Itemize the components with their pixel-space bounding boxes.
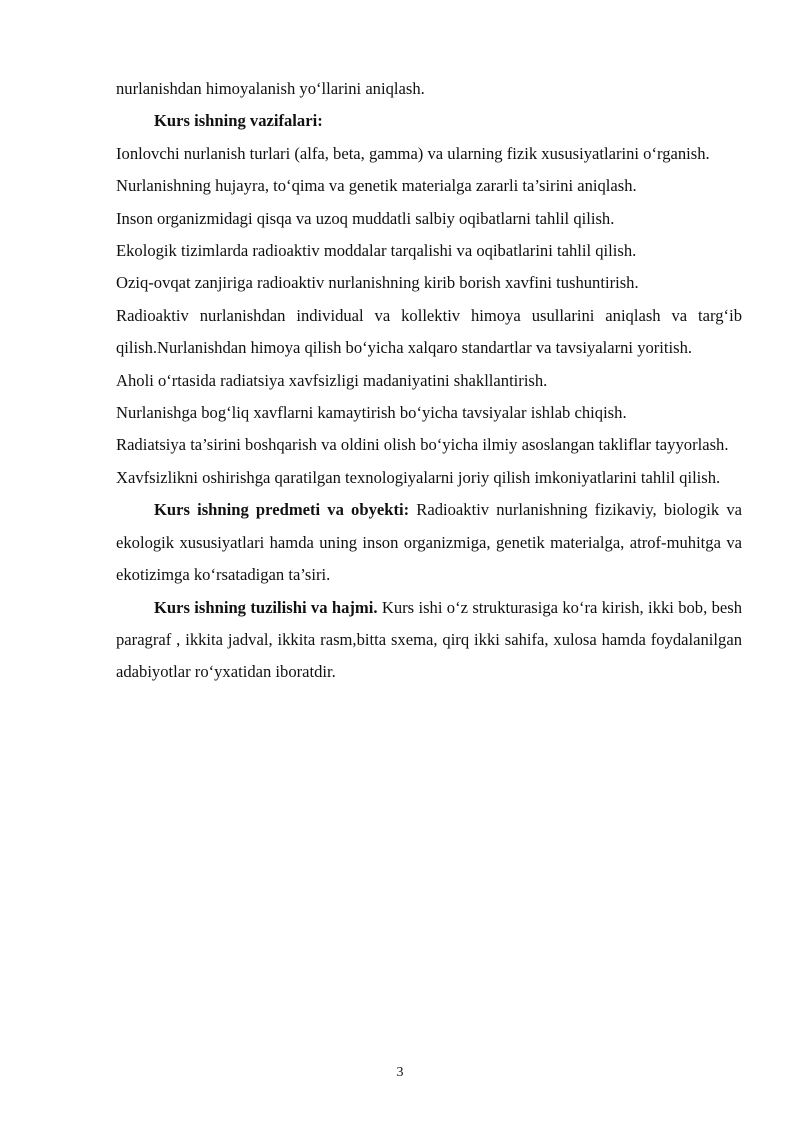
subject-heading: Kurs ishning predmeti va obyekti: <box>154 500 410 520</box>
task-item: Oziq-ovqat zanjiriga radioaktiv nurlanishning kirib borish xavfini tushuntirish. <box>116 273 639 293</box>
structure-paragraph <box>116 592 742 689</box>
page-number: 3 <box>396 1065 404 1080</box>
task-item: Nurlanishning hujayra, to‘qima va genetik materialga zararli ta’sirini aniqlash. <box>116 176 637 196</box>
task-item: Radiatsiya ta’sirini boshqarish va oldini olish bo‘yicha ilmiy asoslangan takliflar tayyorlash. <box>116 435 729 455</box>
task-item: Ekologik tizimlarda radioaktiv moddalar tarqalishi va oqibatlarini tahlil qilish. <box>116 241 637 261</box>
task-item: Radioaktiv nurlanishdan individual va kollektiv himoya usullarini aniqlash va targ‘ib qilish.Nurlanishdan himoya qilish bo‘yicha xalqaro standartlar va tavsiyalarni yoritish. <box>116 305 742 358</box>
task-item: Aholi o‘rtasida radiatsiya xavfsizligi madaniyatini shakllantirish. <box>116 370 548 390</box>
task-item: Xavfsizlikni oshirishga qaratilgan texnologiyalarni joriy qilish imkoniyatlarini tahlil qilish. <box>116 467 721 487</box>
document-page <box>116 73 742 689</box>
subject-paragraph <box>116 494 742 591</box>
structure-text: Kurs ishi o‘z strukturasiga ko‘ra kirish, ikki bob, besh paragraf , ikkita jadval, ikkita rasm,bitta sxema, qirq ikki sahifa, xulosa hamda foydalanilgan adabiyotlar ro‘yxatidan iboratdir. <box>116 597 743 682</box>
task-item: Inson organizmidagi qisqa va uzoq muddatli salbiy oqibatlarni tahlil qilish. <box>116 208 615 228</box>
tasks-heading: Kurs ishning vazifalari: <box>154 111 323 131</box>
intro-line: nurlanishdan himoyalanish yo‘llarini aniqlash. <box>116 79 425 98</box>
subject-text: Radioaktiv nurlanishning fizikaviy, biologik va ekologik xususiyatlari hamda uning inson organizmiga, genetik materialga, atrof-muhitga va ekotizimga ko‘rsatadigan ta’siri. <box>116 500 742 585</box>
task-item: Ionlovchi nurlanish turlari (alfa, beta, gamma) va ularning fizik xususiyatlarini o‘rganish. <box>116 143 710 163</box>
task-item: Nurlanishga bog‘liq xavflarni kamaytirish bo‘yicha tavsiyalar ishlab chiqish. <box>116 403 627 423</box>
structure-heading: Kurs ishning tuzilishi va hajmi. <box>154 597 378 617</box>
